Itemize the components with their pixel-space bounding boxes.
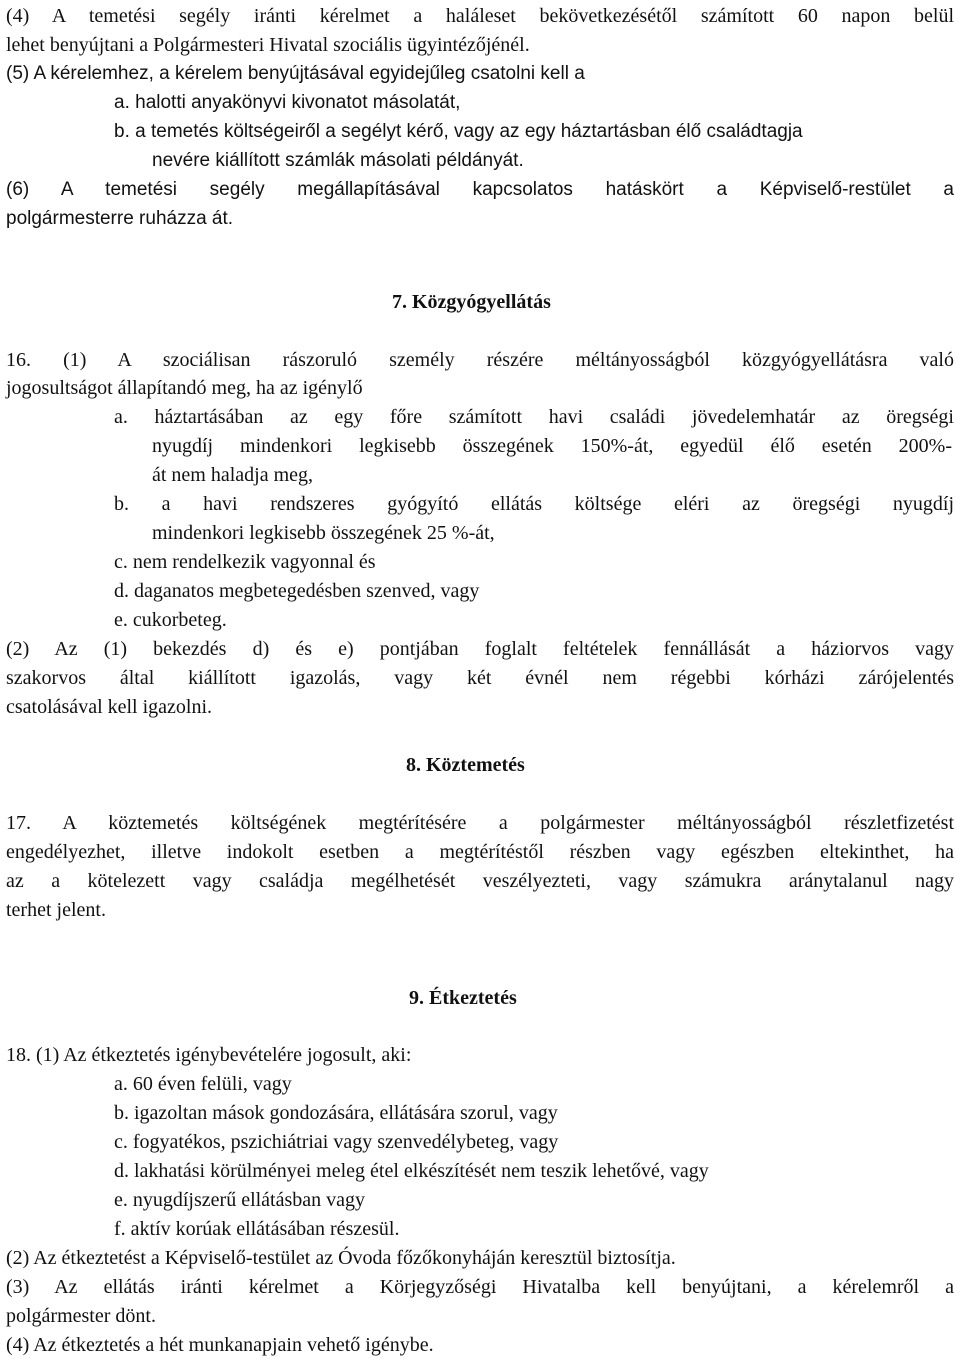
list-item: b. a havi rendszeres gyógyító ellátás költsége eléri az öregségi nyugdíj [114,493,954,515]
paragraph-line: 17. A köztemetés költségének megtérítésére a polgármester méltányosságból részletfizetést [6,812,954,834]
paragraph-line: polgármester dönt. [6,1305,156,1327]
section-heading: 7. Közgyógyellátás [392,291,551,313]
list-item: a. halotti anyakönyvi kivonatot másolatát, [114,92,461,113]
paragraph-line: engedélyezhet, illetve indokolt esetben a megtérítéstől részben vagy egészben eltekinthet, ha [6,841,954,863]
list-item-continuation: át nem haladja meg, [152,464,314,486]
section-heading: 8. Köztemetés [406,754,525,776]
list-item: d. lakhatási körülményei meleg étel elkészítését nem teszik lehetővé, vagy [114,1160,709,1182]
paragraph-line: 18. (1) Az étkeztetés igénybevételére jogosult, aki: [6,1044,412,1066]
paragraph-line: (2) Az (1) bekezdés d) és e) pontjában foglalt feltételek fennállását a háziorvos vagy [6,638,954,660]
paragraph-line: (4) Az étkeztetés a hét munkanapjain vehető igénybe. [6,1334,434,1356]
paragraph-line: az a kötelezett vagy családja megélhetését veszélyezteti, vagy számukra aránytalanul nagy [6,870,954,892]
paragraph-line: polgármesterre ruházza át. [6,208,234,229]
list-item-continuation: nevére kiállított számlák másolati példányát. [152,150,524,171]
list-item: c. fogyatékos, pszichiátriai vagy szenvedélybeteg, vagy [114,1131,559,1153]
paragraph-line: lehet benyújtani a Polgármesteri Hivatal szociális ügyintézőjénél. [6,34,530,56]
list-item: e. cukorbeteg. [114,609,227,631]
list-item: b. a temetés költségeiről a segélyt kérő, vagy az egy háztartásban élő családtagja [114,121,803,142]
list-item: e. nyugdíjszerű ellátásban vagy [114,1189,366,1211]
paragraph-line: (6) A temetési segély megállapításával kapcsolatos hatáskört a Képviselő-restület a [6,179,954,200]
list-item: f. aktív korúak ellátásában részesül. [114,1218,400,1240]
list-item: c. nem rendelkezik vagyonnal és [114,551,376,573]
list-item-continuation: nyugdíj mindenkori legkisebb összegének 150%-át, egyedül élő esetén 200%- [152,435,952,457]
paragraph-line: (3) Az ellátás iránti kérelmet a Körjegyzőségi Hivatalba kell benyújtani, a kérelemről a [6,1276,954,1298]
paragraph-line: szakorvos által kiállított igazolás, vagy két évnél nem régebbi kórházi zárójelentés [6,667,954,689]
paragraph-line: jogosultságot állapítandó meg, ha az igénylő [6,377,363,399]
list-item: a. 60 éven felüli, vagy [114,1073,292,1095]
list-item: a. háztartásában az egy főre számított havi családi jövedelemhatár az öregségi [114,406,954,428]
list-item: d. daganatos megbetegedésben szenved, vagy [114,580,480,602]
paragraph-line: (2) Az étkeztetést a Képviselő-testület az Óvoda főzőkonyháján keresztül biztosítja. [6,1247,676,1269]
paragraph-line: 16. (1) A szociálisan rászoruló személy részére méltányosságból közgyógyellátásra való [6,349,954,371]
paragraph-line: csatolásával kell igazolni. [6,696,213,718]
list-item: b. igazoltan mások gondozására, ellátására szorul, vagy [114,1102,558,1124]
paragraph-line: (4) A temetési segély iránti kérelmet a haláleset bekövetkezésétől számított 60 napon belül [6,5,954,27]
paragraph-line: terhet jelent. [6,899,106,921]
section-heading: 9. Étkeztetés [409,987,517,1009]
list-item-continuation: mindenkori legkisebb összegének 25 %-át, [152,522,495,544]
paragraph-line: (5) A kérelemhez, a kérelem benyújtásával egyidejűleg csatolni kell a [6,63,585,84]
document-page [6,0,956,1359]
